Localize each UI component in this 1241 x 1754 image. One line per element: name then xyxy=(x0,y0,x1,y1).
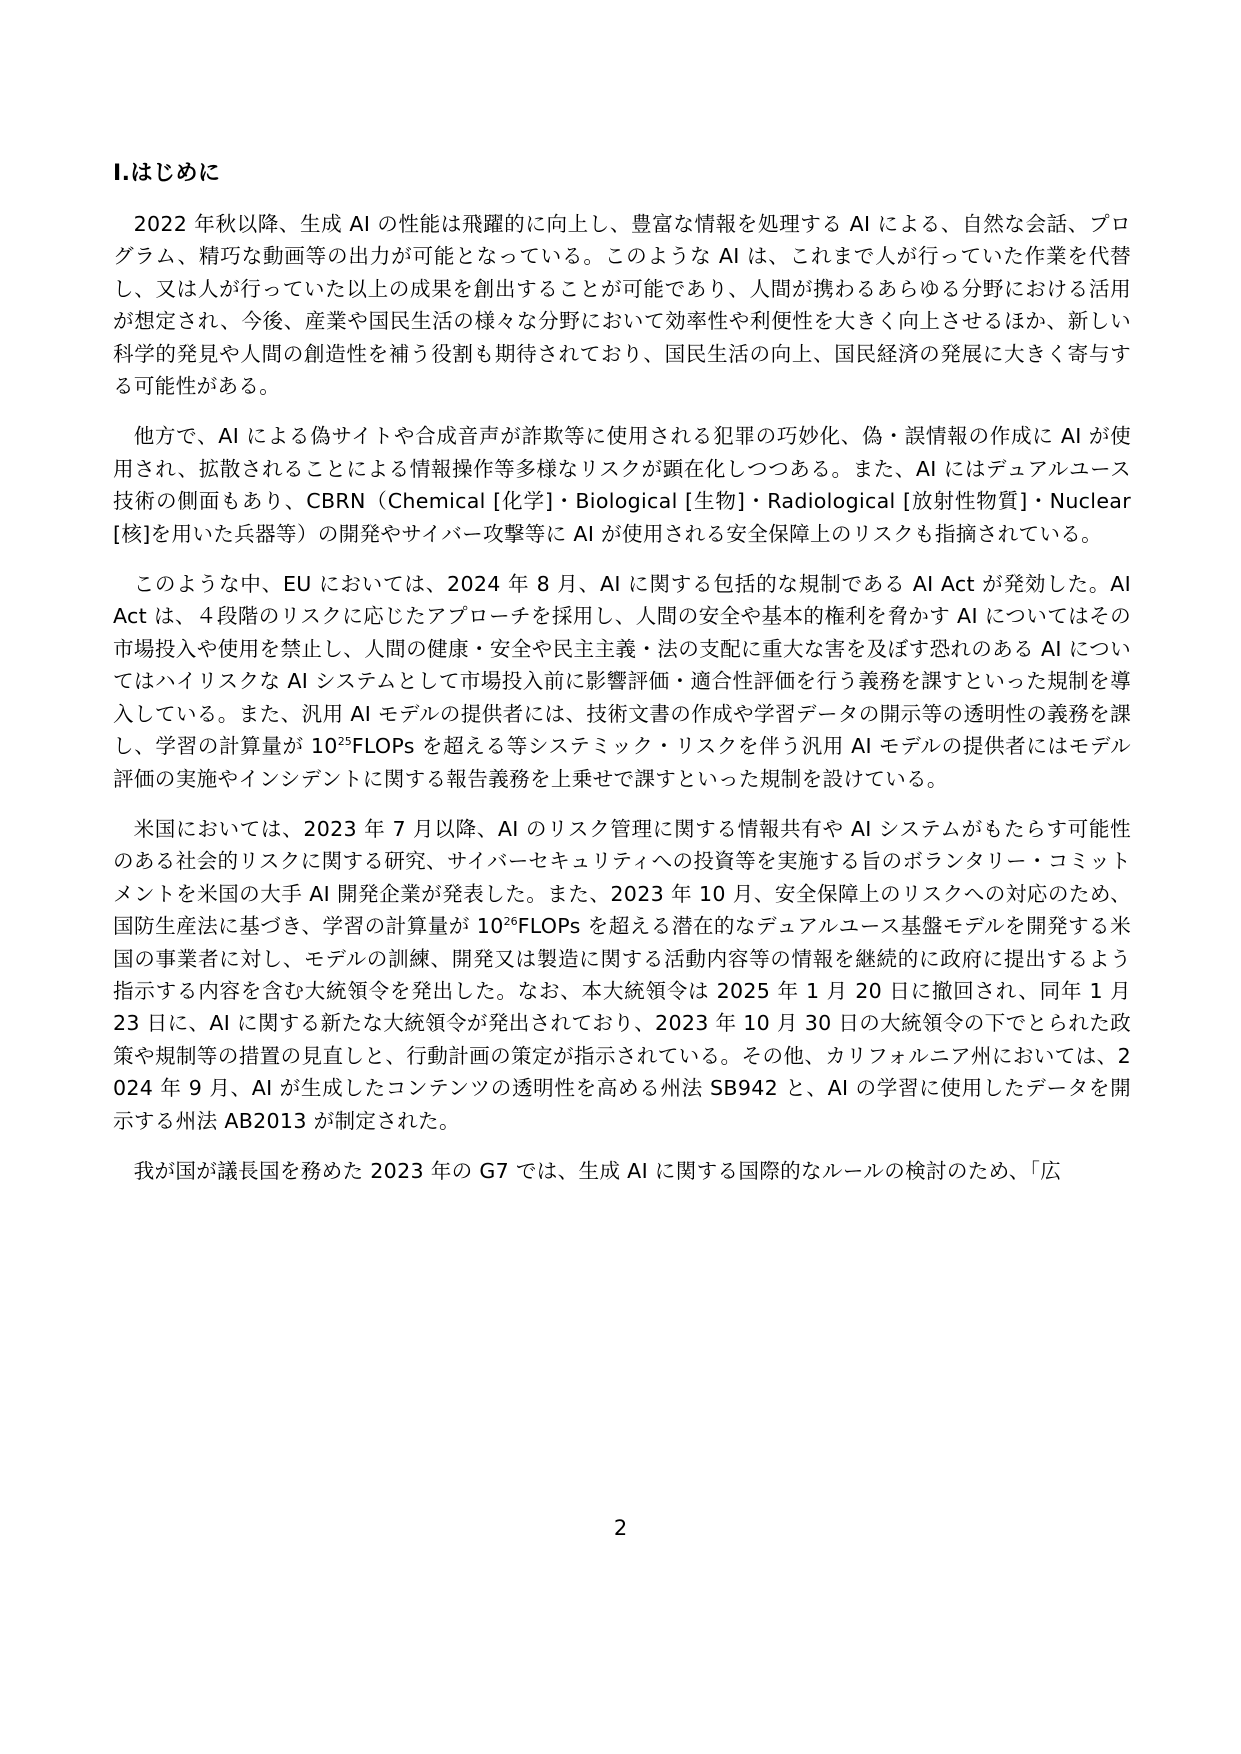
section-heading: I.はじめに xyxy=(113,161,221,186)
paragraph-us-policy xyxy=(113,813,1131,1137)
paragraph-text-segment: 米国においては、2023 年 7 月以降、AI のリスク管理に関する情報共有や AI システムがもたらす可能性のある社会的リスクに関する研究、サイバーセキュリティへの投資等を実施する旨のボランタリー・コミットメントを米国の大手 AI 開発企業が発表した。また、2023 年 10 月、安全保障上のリスクへの対応のため、国防生産法に基づき、学習の計算量が 10 xyxy=(113,816,1131,939)
paragraph-generative-ai-progress: 2022 年秋以降、生成 AI の性能は飛躍的に向上し、豊富な情報を処理する AI による、自然な会話、プログラム、精巧な動画等の出力が可能となっている。このような AI は、これまで人が行っていた作業を代替し、又は人が行っていた以上の成果を創出することが可能であり、人間が携わるあらゆる分野における活用が想定され、今後、産業や国民生活の様々な分野において効率性や利便性を大きく向上させるほか、新しい科学的発見や人間の創造性を補う役割も期待されており、国民生活の向上、国民経済の発展に大きく寄与する可能性がある。 xyxy=(113,212,1131,399)
paragraph-g7: 我が国が議長国を務めた 2023 年の G7 では、生成 AI に関する国際的なルールの検討のため、「広 xyxy=(133,1158,1062,1183)
paragraph-text-segment: FLOPs を超える潜在的なデュアルユース基盤モデルを開発する米国の事業者に対し、モデルの訓練、開発又は製造に関する活動内容等の情報を継続的に政府に提出するよう指示する内容を含む大統領令を発出した。なお、本大統領令は 2025 年 1 月 20 日に撤回され、同年 1 月 23 日に、AI に関する新たな大統領令が発出されており、2023 年 10 月 30 日の大統領令の下でとられた政策や規制等の措置の見直しと、行動計画の策定が指示されている。その他、カリフォルニア州においては、2024 年 9 月、AI が生成したコンテンツの透明性を高める州法 SB942 と、AI の学習に使用したデータを開示する州法 AB2013 が制定された。 xyxy=(113,914,1131,1133)
paragraph-ai-risks: 他方で、AI による偽サイトや合成音声が詐欺等に使用される犯罪の巧妙化、偽・誤情報の作成に AI が使用され、拡散されることによる情報操作等多様なリスクが顕在化しつつある。また、AI にはデュアルユース技術の側面もあり、CBRN（Chemical [化学]・Biological [生物]・Radiological [放射性物質]・Nuclear [核]を用いた兵器等）の開発やサイバー攻撃等に AI が使用される安全保障上のリスクも指摘されている。 xyxy=(113,424,1131,546)
paragraph-text-segment: FLOPs を超える等システミック・リスクを伴う汎用 AI モデルの提供者にはモデル評価の実施やインシデントに関する報告義務を上乗せで課すといった規制を設けている。 xyxy=(113,734,1131,791)
exponent: 25 xyxy=(337,735,352,749)
paragraph-text-segment: このような中、EU においては、2024 年 8 月、AI に関する包括的な規制である AI Act が発効した。AI Act は、４段階のリスクに応じたアプローチを採用し、人間の安全や基本的権利を脅かす AI についてはその市場投入や使用を禁止し、人間の健康・安全や民主主義・法の支配に重大な害を及ぼす恐れのある AI についてはハイリスクな AI システムとして市場投入前に影響評価・適合性評価を行う義務を課すといった規制を導入している。また、汎用 AI モデルの提供者には、技術文書の作成や学習データの開示等の透明性の義務を課し、学習の計算量が 10 xyxy=(113,572,1131,759)
page-number: 2 xyxy=(613,1516,628,1540)
paragraph-eu-ai-act xyxy=(113,568,1131,795)
exponent: 26 xyxy=(503,915,518,929)
document-body xyxy=(113,208,1131,1187)
